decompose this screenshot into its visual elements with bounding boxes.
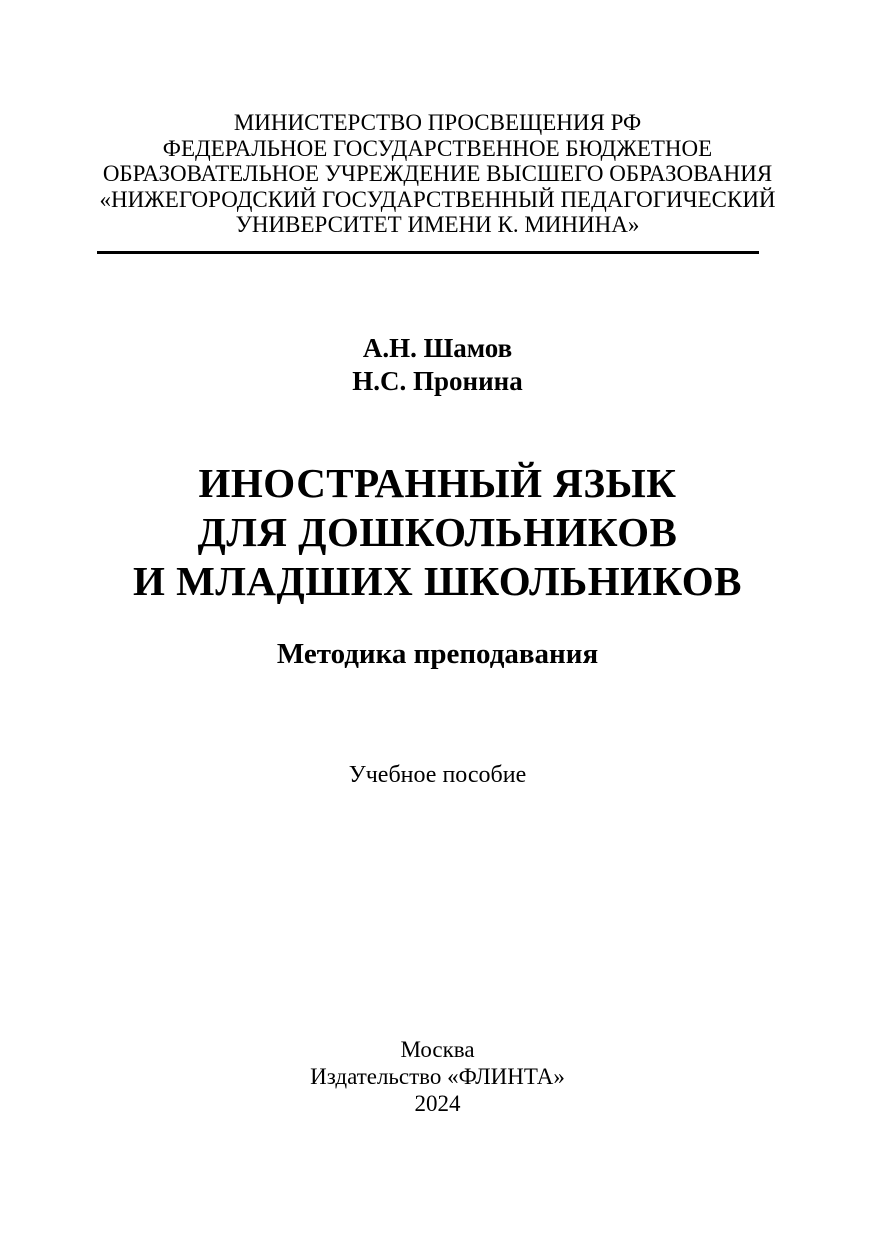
book-title-line: ИНОСТРАННЫЙ ЯЗЫК [198,460,677,506]
book-title-line: И МЛАДШИХ ШКОЛЬНИКОВ [133,558,742,604]
imprint [0,1036,875,1117]
institution-line: ОБРАЗОВАТЕЛЬНОЕ УЧРЕЖДЕНИЕ ВЫСШЕГО ОБРАЗОВАНИЯ [102,161,773,186]
authors [0,332,875,398]
book-title-line: ДЛЯ ДОШКОЛЬНИКОВ [197,509,678,555]
imprint-publisher: Издательство «ФЛИНТА» [310,1064,565,1089]
book-subtitle: Методика преподавания [276,638,599,670]
imprint-city: Москва [400,1037,475,1062]
institution-line: МИНИСТЕРСТВО ПРОСВЕЩЕНИЯ РФ [233,110,642,135]
institution-header [0,110,875,238]
document-type: Учебное пособие [348,762,527,788]
author-name: А.Н. Шамов [362,333,513,363]
institution-line: «НИЖЕГОРОДСКИЙ ГОСУДАРСТВЕННЫЙ ПЕДАГОГИЧЕСКИЙ [99,186,776,212]
author-name: Н.С. Пронина [352,366,523,396]
header-divider [97,251,759,254]
institution-line: УНИВЕРСИТЕТ ИМЕНИ К. МИНИНА» [235,212,640,237]
imprint-year: 2024 [414,1091,461,1116]
institution-line: ФЕДЕРАЛЬНОЕ ГОСУДАРСТВЕННОЕ БЮДЖЕТНОЕ [162,135,713,161]
book-title [0,459,875,606]
